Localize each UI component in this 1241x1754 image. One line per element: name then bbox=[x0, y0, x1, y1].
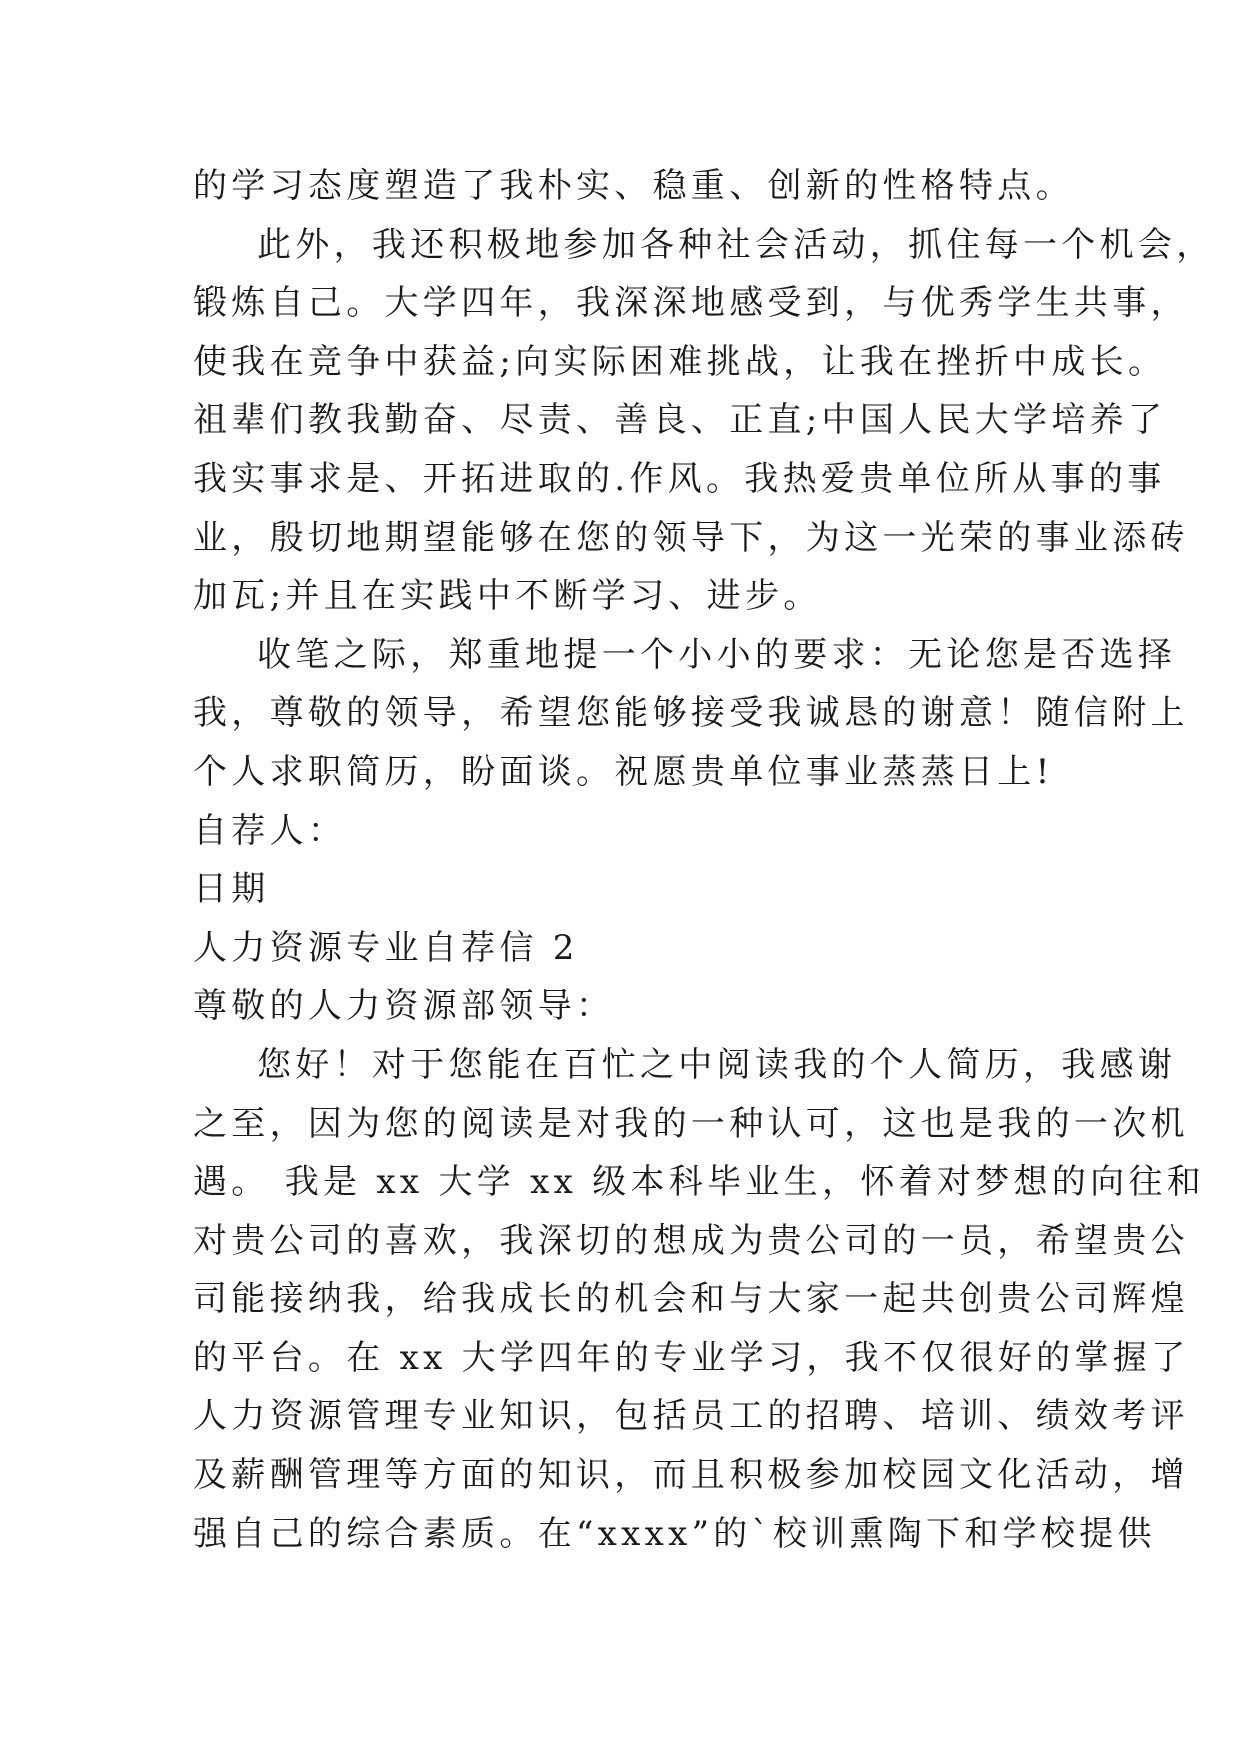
text-line: 祖辈们教我勤奋、尽责、善良、正直;中国人民大学培养了 bbox=[193, 400, 1167, 441]
text-line: 尊敬的人力资源部领导： bbox=[193, 986, 615, 1027]
text-line: 锻炼自己。大学四年，我深深地感受到，与优秀学生共事， bbox=[193, 283, 1189, 324]
text-line: 业，殷切地期望能够在您的领导下，为这一光荣的事业添砖 bbox=[193, 517, 1189, 558]
text-line: 遇。 我是 xx 大学 xx 级本科毕业生，怀着对梦想的向往和 bbox=[193, 1162, 1206, 1203]
text-line: 的学习态度塑造了我朴实、稳重、创新的性格特点。 bbox=[193, 166, 1074, 206]
text-line: 人力资源管理专业知识，包括员工的招聘、培训、绩效考评 bbox=[193, 1396, 1189, 1437]
text-line: 的平台。在 xx 大学四年的专业学习，我不仅很好的掌握了 bbox=[193, 1337, 1190, 1378]
text-line: 及薪酬管理等方面的知识，而且积极参加校园文化活动，增 bbox=[193, 1455, 1189, 1496]
text-line: 个人求职简历，盼面谈。祝愿贵单位事业蒸蒸日上! bbox=[193, 751, 1054, 792]
text-line: 您好！对于您能在百忙之中阅读我的个人简历，我感谢 bbox=[257, 1044, 1177, 1085]
text-line: 对贵公司的喜欢，我深切的想成为贵公司的一员，希望贵公 bbox=[193, 1220, 1189, 1261]
text-line: 使我在竞争中获益;向实际困难挑战，让我在挫折中成长。 bbox=[193, 341, 1167, 382]
text-line: 强自己的综合素质。在“xxxx”的`校训熏陶下和学校提供 bbox=[193, 1513, 1156, 1554]
text-line: 司能接纳我，给我成长的机会和与大家一起共创贵公司辉煌 bbox=[193, 1279, 1189, 1320]
text-line: 之至，因为您的阅读是对我的一种认可，这也是我的一次机 bbox=[193, 1103, 1189, 1144]
text-line: 此外，我还积极地参加各种社会活动，抓住每一个机会， bbox=[257, 224, 1215, 265]
text-line: 我，尊敬的领导，希望您能够接受我诚恳的谢意！随信附上 bbox=[193, 693, 1189, 734]
text-line: 自荐人： bbox=[193, 810, 347, 851]
document-body bbox=[193, 157, 1215, 1563]
text-line: 日期 bbox=[193, 869, 270, 910]
text-line: 收笔之际，郑重地提一个小小的要求：无论您是否选择 bbox=[257, 634, 1177, 675]
text-line: 加瓦;并且在实践中不断学习、进步。 bbox=[193, 576, 822, 617]
text-line: 人力资源专业自荐信 2 bbox=[193, 927, 579, 968]
text-line: 我实事求是、开拓进取的.作风。我热爱贵单位所从事的事 bbox=[193, 458, 1166, 499]
